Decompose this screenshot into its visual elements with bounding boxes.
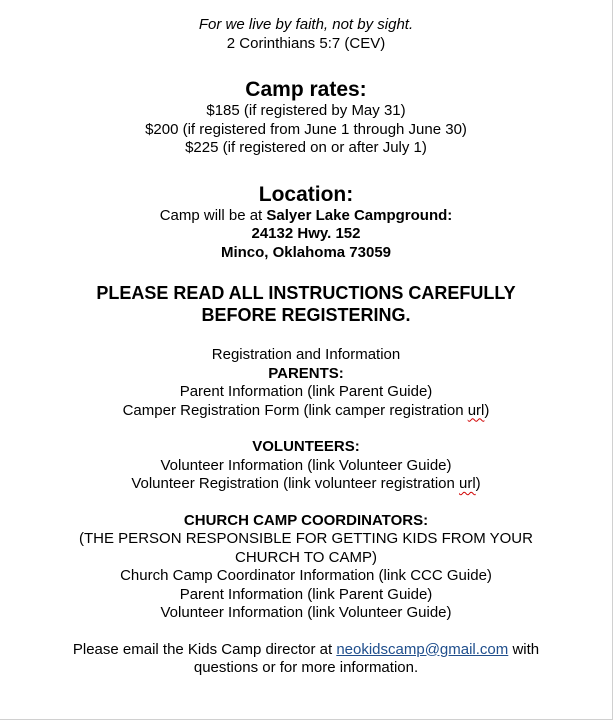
camper-registration-url-word: url bbox=[467, 401, 485, 419]
rate-item: $200 (if registered from June 1 through June 30) bbox=[145, 120, 467, 138]
location-intro: Camp will be at bbox=[159, 206, 267, 224]
notice-line-1: PLEASE READ ALL INSTRUCTIONS CAREFULLY bbox=[96, 283, 516, 303]
camper-registration-text: Camper Registration Form (link camper registration bbox=[122, 401, 468, 419]
rate-item: $225 (if registered on or after July 1) bbox=[185, 139, 427, 156]
volunteer-registration-close: ) bbox=[475, 475, 481, 492]
location-line bbox=[0, 207, 612, 226]
verse-text: For we live by faith, not by sight. bbox=[198, 16, 414, 33]
coordinators-desc-2: CHURCH TO CAMP) bbox=[235, 548, 377, 566]
camper-registration-link[interactable] bbox=[0, 402, 612, 421]
contact-line-1 bbox=[0, 641, 612, 660]
location-street: 24132 Hwy. 152 bbox=[251, 225, 361, 242]
parents-heading: PARENTS: bbox=[268, 364, 344, 382]
contact-pre: Please email the Kids Camp director at bbox=[72, 640, 337, 658]
coordinators-heading: CHURCH CAMP COORDINATORS: bbox=[183, 511, 429, 529]
coordinators-desc-1: (THE PERSON RESPONSIBLE FOR GETTING KIDS FROM YOUR bbox=[79, 530, 533, 547]
registration-title: Registration and Information bbox=[211, 346, 401, 363]
email-link[interactable]: neokidscamp@gmail.com bbox=[336, 640, 509, 658]
volunteer-registration-text: Volunteer Registration (link volunteer registration bbox=[131, 475, 459, 492]
ccc-volunteer-info-link[interactable]: Volunteer Information (link Volunteer Guide) bbox=[160, 604, 452, 621]
contact-line-2: questions or for more information. bbox=[193, 659, 419, 676]
rates-heading: Camp rates: bbox=[245, 78, 367, 101]
contact-post: with bbox=[508, 640, 540, 658]
volunteer-registration-url-word: url bbox=[459, 475, 476, 492]
volunteers-heading: VOLUNTEERS: bbox=[252, 438, 360, 455]
verse-reference: 2 Corinthians 5:7 (CEV) bbox=[226, 34, 386, 52]
volunteer-registration-link[interactable] bbox=[0, 475, 612, 494]
parent-info-link[interactable]: Parent Information (link Parent Guide) bbox=[179, 383, 433, 400]
rate-item: $185 (if registered by May 31) bbox=[206, 102, 406, 119]
location-name: Salyer Lake Campground: bbox=[266, 206, 453, 224]
ccc-info-link[interactable]: Church Camp Coordinator Information (link CCC Guide) bbox=[120, 567, 492, 584]
location-heading: Location: bbox=[258, 182, 354, 206]
notice-line-2: BEFORE REGISTERING. bbox=[201, 305, 411, 325]
volunteer-info-link[interactable]: Volunteer Information (link Volunteer Guide) bbox=[160, 456, 452, 474]
camper-registration-close: ) bbox=[484, 401, 490, 419]
location-city: Minco, Oklahoma 73059 bbox=[220, 243, 392, 261]
ccc-parent-info-link[interactable]: Parent Information (link Parent Guide) bbox=[179, 585, 433, 603]
